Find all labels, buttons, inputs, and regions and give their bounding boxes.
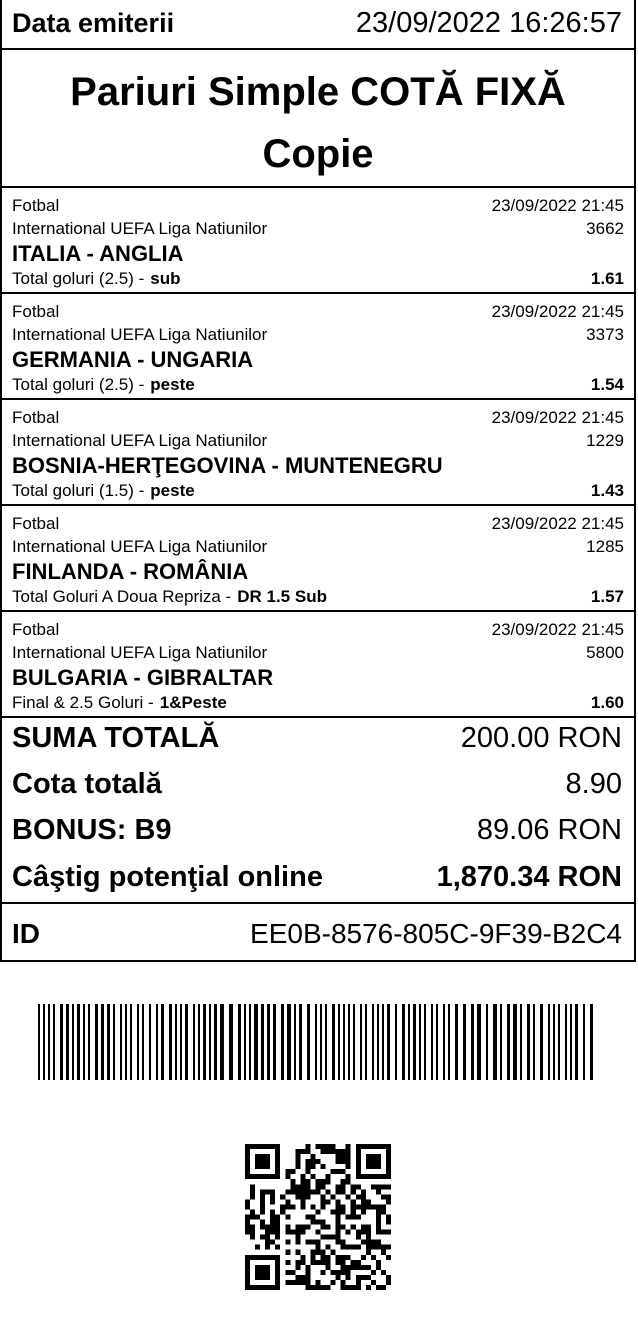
event-market-name: Total goluri (2.5) - xyxy=(12,269,145,288)
potential-win-label: Câştig potenţial online xyxy=(12,861,323,893)
event-sport: Fotbal xyxy=(12,302,60,321)
bonus-value: 89.06 RON xyxy=(476,814,622,846)
event-odd: 1.54 xyxy=(590,375,624,394)
event-match: BULGARIA - GIBRALTAR xyxy=(12,665,274,690)
event-datetime: 23/09/2022 21:45 xyxy=(491,514,624,533)
event-selection: 1&Peste xyxy=(159,693,227,712)
barcode-image xyxy=(38,1004,600,1080)
event-odd: 1.61 xyxy=(590,269,624,288)
ticket-title-main: Pariuri Simple COTĂ FIXĂ xyxy=(70,70,566,114)
event-row xyxy=(0,612,636,718)
event-market xyxy=(12,587,327,607)
bonus-row xyxy=(0,814,636,854)
ticket-title-copy: Copie xyxy=(262,132,374,176)
bonus-label: BONUS: B9 xyxy=(12,814,172,846)
event-odd: 1.60 xyxy=(590,693,624,712)
total-stake-label: SUMA TOTALĂ xyxy=(12,722,220,754)
events-list xyxy=(0,188,636,718)
event-datetime: 23/09/2022 21:45 xyxy=(491,302,624,321)
event-market-name: Final & 2.5 Goluri - xyxy=(12,693,154,712)
event-sport: Fotbal xyxy=(12,196,60,215)
event-match: BOSNIA-HERŢEGOVINA - MUNTENEGRU xyxy=(12,453,443,478)
event-sport: Fotbal xyxy=(12,408,60,427)
event-market-name: Total Goluri A Doua Repriza - xyxy=(12,587,232,606)
event-row xyxy=(0,188,636,294)
ticket-title xyxy=(0,50,636,188)
event-code: 5800 xyxy=(586,643,624,662)
event-row xyxy=(0,294,636,400)
issue-date-row xyxy=(0,0,636,50)
total-odds-value: 8.90 xyxy=(565,768,622,800)
event-code: 3373 xyxy=(586,325,624,344)
event-match: FINLANDA - ROMÂNIA xyxy=(12,559,249,584)
event-odd: 1.43 xyxy=(590,481,624,500)
totals-section xyxy=(0,714,636,904)
event-row xyxy=(0,506,636,612)
potential-win-row xyxy=(0,861,636,901)
event-market-name: Total goluri (2.5) - xyxy=(12,375,145,394)
event-selection: peste xyxy=(150,481,195,500)
event-sport: Fotbal xyxy=(12,620,60,639)
event-market xyxy=(12,481,195,501)
total-odds-label: Cota totală xyxy=(12,768,162,800)
event-datetime: 23/09/2022 21:45 xyxy=(491,620,624,639)
event-code: 1285 xyxy=(586,537,624,556)
total-stake-value: 200.00 RON xyxy=(460,722,622,754)
event-sport: Fotbal xyxy=(12,514,60,533)
issue-date-label: Data emiterii xyxy=(12,8,175,38)
event-selection: DR 1.5 Sub xyxy=(237,587,327,606)
qr-code-image xyxy=(245,1144,391,1290)
event-market xyxy=(12,693,227,713)
event-datetime: 23/09/2022 21:45 xyxy=(491,196,624,215)
event-competition: International UEFA Liga Natiunilor xyxy=(12,325,268,344)
total-stake-row xyxy=(0,722,636,762)
ticket-id-value: EE0B-8576-805C-9F39-B2C4 xyxy=(250,918,622,949)
issue-date-value: 23/09/2022 16:26:57 xyxy=(355,7,622,39)
event-competition: International UEFA Liga Natiunilor xyxy=(12,537,268,556)
event-competition: International UEFA Liga Natiunilor xyxy=(12,643,268,662)
event-selection: sub xyxy=(150,269,181,288)
event-market xyxy=(12,269,181,289)
event-code: 1229 xyxy=(586,431,624,450)
ticket-id-row xyxy=(0,904,636,962)
event-row xyxy=(0,400,636,506)
total-odds-row xyxy=(0,768,636,808)
event-competition: International UEFA Liga Natiunilor xyxy=(12,431,268,450)
event-market xyxy=(12,375,195,395)
event-match: GERMANIA - UNGARIA xyxy=(12,347,254,372)
event-market-name: Total goluri (1.5) - xyxy=(12,481,145,500)
event-match: ITALIA - ANGLIA xyxy=(12,241,184,266)
event-competition: International UEFA Liga Natiunilor xyxy=(12,219,268,238)
ticket-id-label: ID xyxy=(12,918,40,949)
event-code: 3662 xyxy=(586,219,624,238)
potential-win-value: 1,870.34 RON xyxy=(436,861,622,893)
event-selection: peste xyxy=(150,375,195,394)
event-datetime: 23/09/2022 21:45 xyxy=(491,408,624,427)
event-odd: 1.57 xyxy=(590,587,624,606)
